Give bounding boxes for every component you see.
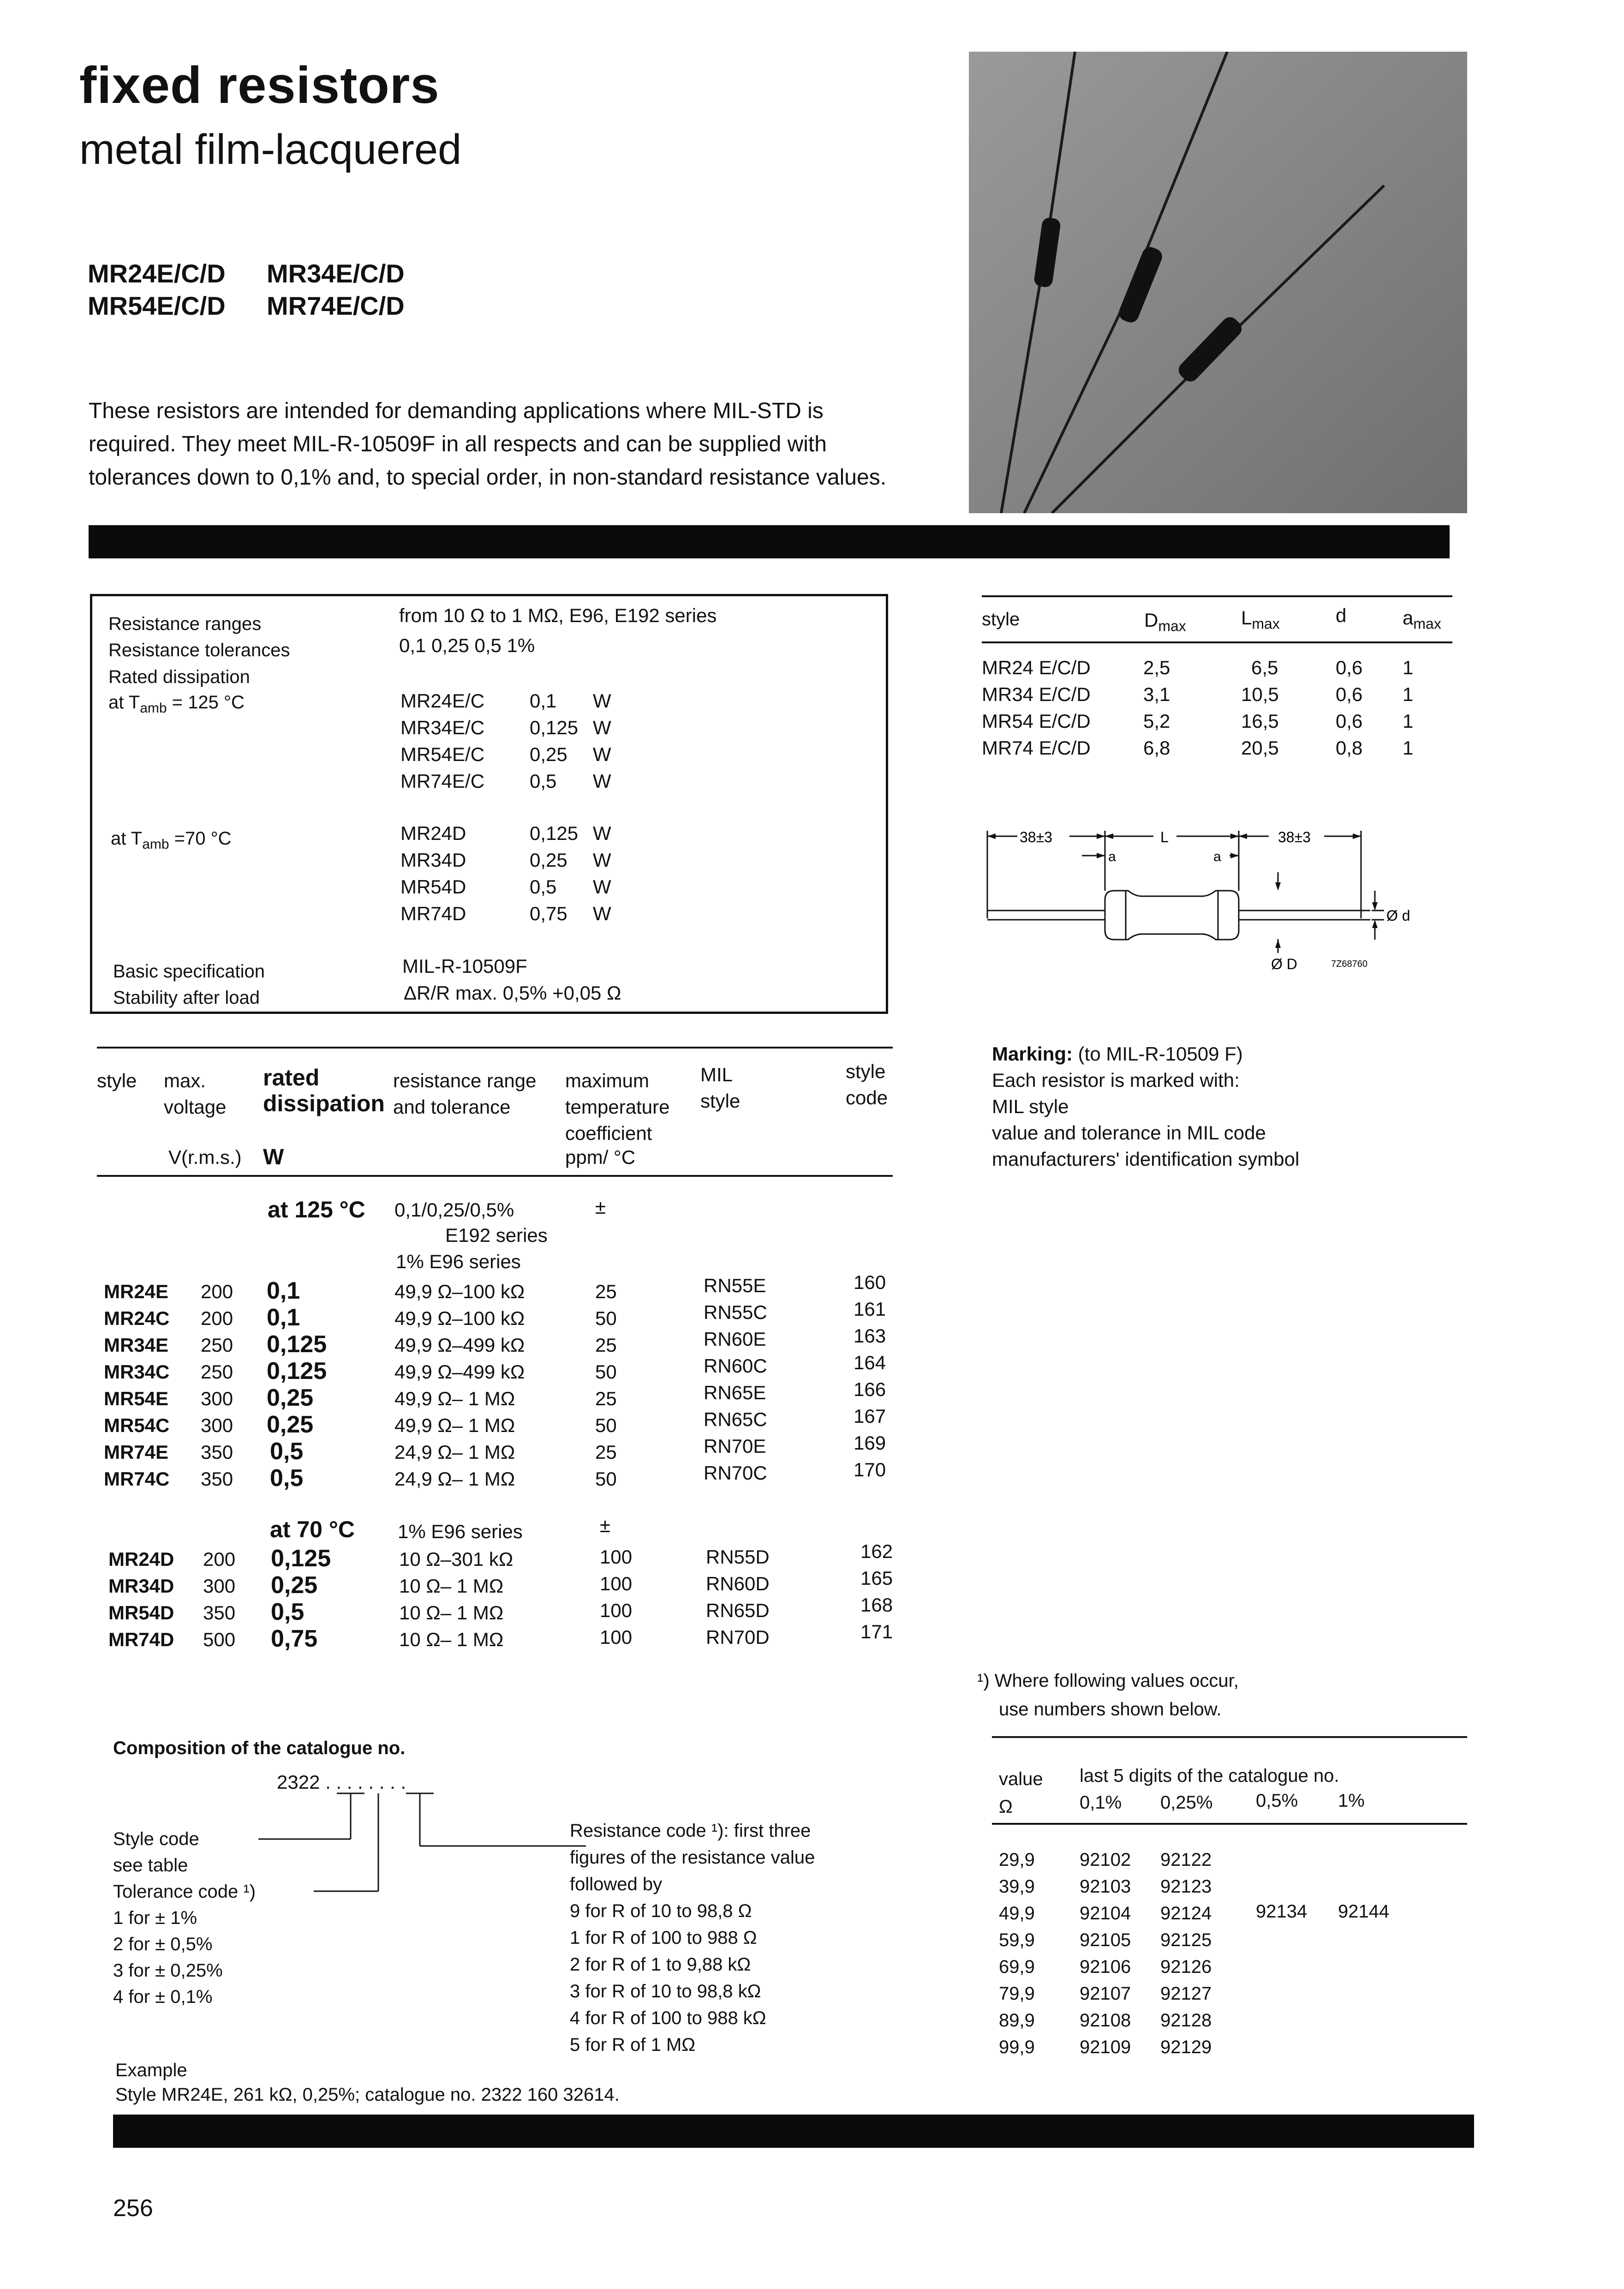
table-cell: 171 xyxy=(860,1621,893,1642)
dim-header-d: d xyxy=(1336,605,1347,626)
example-text: Style MR24E, 261 kΩ, 0,25%; catalogue no. 2322 160 32614. xyxy=(115,2085,620,2105)
fn-cell: 92125 xyxy=(1160,1930,1212,1950)
table-cell: 300 xyxy=(203,1575,236,1597)
fn-cell: 39,9 xyxy=(999,1876,1035,1897)
fn-cell: 29,9 xyxy=(999,1850,1035,1870)
fn-cell: 92108 xyxy=(1080,2010,1131,2031)
table-rule xyxy=(97,1047,893,1049)
table-cell: 350 xyxy=(203,1602,236,1624)
fn-cell: 92109 xyxy=(1080,2037,1131,2057)
comp-res-line: 1 for R of 100 to 988 Ω xyxy=(570,1928,757,1948)
page-subtitle: metal film-lacquered xyxy=(79,126,462,173)
spec-value: 0,1 xyxy=(530,690,557,712)
table-cell: 10 Ω– 1 MΩ xyxy=(399,1575,504,1597)
fn-cell: 92123 xyxy=(1160,1876,1212,1897)
composition-title: Composition of the catalogue no. xyxy=(113,1738,406,1758)
table-cell: 165 xyxy=(860,1567,893,1589)
dim-cell: 1 xyxy=(1403,737,1414,759)
drawing-label: a xyxy=(1213,849,1221,864)
th-voltage: max. xyxy=(164,1070,206,1091)
spec-model: MR24E/C xyxy=(400,690,485,712)
table-cell: 25 xyxy=(595,1388,617,1409)
table-cell: 49,9 Ω–499 kΩ xyxy=(394,1334,525,1356)
th-units-v: V(r.m.s.) xyxy=(168,1146,242,1168)
fn-cell: 92128 xyxy=(1160,2010,1212,2031)
dim-cell: 16,5 xyxy=(1241,710,1279,732)
comp-style-code: Style code xyxy=(113,1829,199,1849)
drawing-reference: 7Z68760 xyxy=(1331,959,1367,969)
fn-cell: 92129 xyxy=(1160,2037,1212,2057)
spec-value: 0,125 xyxy=(530,717,579,738)
th-mil: style xyxy=(700,1090,740,1112)
table-cell: 0,5 xyxy=(271,1599,304,1625)
table-cell: 24,9 Ω– 1 MΩ xyxy=(394,1441,515,1463)
table-cell: 0,25 xyxy=(267,1384,314,1411)
dim-header-L: $L_{max}$ xyxy=(1241,607,1280,632)
table-cell: 50 xyxy=(595,1468,617,1490)
fn-cell: 92126 xyxy=(1160,1957,1212,1977)
fn-cell: 92105 xyxy=(1080,1930,1131,1950)
table-cell: 161 xyxy=(854,1298,886,1320)
spec-unit: W xyxy=(593,903,611,924)
dim-cell: 20,5 xyxy=(1241,737,1279,759)
table-cell: 100 xyxy=(600,1546,633,1568)
dim-cell: 0,6 xyxy=(1336,683,1363,705)
table-cell: 0,5 xyxy=(270,1438,304,1465)
spec-value: 0,125 xyxy=(530,822,579,844)
table-cell: 25 xyxy=(595,1334,617,1356)
table-cell: RN60C xyxy=(704,1355,767,1377)
comp-tol-line: 3 for ± 0,25% xyxy=(113,1960,223,1981)
fn-cell: 92122 xyxy=(1160,1850,1212,1870)
table-cell: RN70D xyxy=(706,1626,770,1648)
marking-line: value and tolerance in MIL code xyxy=(992,1122,1266,1144)
dim-style: MR54 E/C/D xyxy=(982,710,1091,732)
th-tc: maximum xyxy=(565,1070,650,1091)
table-cell: RN70E xyxy=(704,1435,766,1457)
resistor-photo xyxy=(969,52,1467,513)
table-cell: 10 Ω–301 kΩ xyxy=(399,1548,513,1570)
table-cell: 350 xyxy=(201,1441,233,1463)
dim-cell: 1 xyxy=(1403,683,1414,705)
fn-cell: 92107 xyxy=(1080,1983,1131,2004)
table-cell: 0,125 xyxy=(267,1331,327,1358)
drawing-label: L xyxy=(1160,829,1169,845)
model-name: MR24E/C/D xyxy=(88,259,226,288)
dim-style: MR24 E/C/D xyxy=(982,657,1091,678)
fn-cell: 92102 xyxy=(1080,1850,1131,1870)
drawing-label: Ø d xyxy=(1386,907,1410,924)
th-units-w: W xyxy=(263,1145,284,1169)
model-name: MR54E/C/D xyxy=(88,291,226,320)
spec-model: MR34D xyxy=(400,849,466,871)
fn-cell: 92104 xyxy=(1080,1903,1131,1923)
comp-tolerance-code: Tolerance code ¹) xyxy=(113,1882,256,1902)
table-cell: 300 xyxy=(201,1388,233,1409)
table-cell: RN60D xyxy=(706,1573,770,1594)
fn-head-last5: last 5 digits of the catalogue no. xyxy=(1080,1766,1339,1786)
fn-head-value: value xyxy=(999,1769,1043,1789)
comp-resistance-code: Resistance code ¹): first three xyxy=(570,1821,811,1841)
dim-cell: 2,5 xyxy=(1143,657,1170,678)
th-code: style xyxy=(846,1061,886,1082)
table-cell: 0,125 xyxy=(267,1358,327,1384)
table-cell: RN60E xyxy=(704,1328,766,1350)
group-tol: 0,1/0,25/0,5% xyxy=(394,1199,514,1221)
comp-res-line: figures of the resistance value xyxy=(570,1847,815,1868)
spec-unit: W xyxy=(593,690,611,712)
table-row-style: MR74E xyxy=(104,1441,169,1463)
table-cell: 50 xyxy=(595,1361,617,1383)
th-range: and tolerance xyxy=(393,1096,511,1118)
comp-res-line: 5 for R of 1 MΩ xyxy=(570,2035,696,2055)
th-tc: coefficient xyxy=(565,1122,652,1144)
comp-tol-line: 4 for ± 0,1% xyxy=(113,1987,213,2007)
table-cell: 0,25 xyxy=(271,1572,318,1599)
drawing-label: a xyxy=(1108,849,1116,864)
comp-tol-line: 1 for ± 1% xyxy=(113,1908,197,1928)
comp-res-line: 4 for R of 100 to 988 kΩ xyxy=(570,2008,766,2028)
spec-model: MR74E/C xyxy=(400,770,485,792)
table-cell: 49,9 Ω–100 kΩ xyxy=(394,1281,525,1302)
footnote-line: use numbers shown below. xyxy=(999,1699,1222,1720)
spec-label: Basic specification xyxy=(113,961,265,982)
dim-cell: 6,5 xyxy=(1251,657,1278,678)
table-cell: RN55C xyxy=(704,1301,767,1323)
th-code: code xyxy=(846,1087,888,1109)
comp-res-line: followed by xyxy=(570,1874,663,1894)
table-cell: 10 Ω– 1 MΩ xyxy=(399,1602,504,1624)
group-tol: E192 series xyxy=(445,1224,548,1246)
th-tc: temperature xyxy=(565,1096,670,1118)
table-cell: 49,9 Ω– 1 MΩ xyxy=(394,1388,515,1409)
dim-cell: 1 xyxy=(1403,710,1414,732)
table-cell: 170 xyxy=(854,1459,886,1480)
table-cell: 25 xyxy=(595,1441,617,1463)
intro-paragraph: These resistors are intended for demanding applications where MIL-STD is required. They meet MIL-R-10509F in all respects and can be supplied with tolerances down to 0,1% and, to special order, in non-standard resistance values. xyxy=(89,399,887,490)
table-cell: 49,9 Ω– 1 MΩ xyxy=(394,1414,515,1436)
fn-cell: 92106 xyxy=(1080,1957,1131,1977)
spec-value: 0,1 0,25 0,5 1% xyxy=(399,635,535,656)
fn-cell: 92103 xyxy=(1080,1876,1131,1897)
table-rule xyxy=(982,595,1452,597)
spec-unit: W xyxy=(593,717,611,738)
th-style: style xyxy=(97,1070,137,1091)
marking-line: manufacturers' identification symbol xyxy=(992,1148,1300,1170)
spec-unit: W xyxy=(593,876,611,898)
dim-cell: 0,6 xyxy=(1336,710,1363,732)
th-units-tc: ppm/ °C xyxy=(565,1146,636,1168)
spec-unit: W xyxy=(593,770,611,792)
fn-cell: 92127 xyxy=(1160,1983,1212,2004)
table-row-style: MR34C xyxy=(104,1361,170,1383)
spec-value: 0,5 xyxy=(530,876,557,898)
table-cell: 0,125 xyxy=(271,1545,331,1572)
th-voltage: voltage xyxy=(164,1096,227,1118)
table-cell: 162 xyxy=(860,1540,893,1562)
table-row-style: MR54C xyxy=(104,1414,170,1436)
table-rule xyxy=(982,641,1452,643)
spec-value: 0,75 xyxy=(530,903,567,924)
table-cell: 200 xyxy=(201,1281,233,1302)
dim-cell: 5,2 xyxy=(1143,710,1170,732)
plus-minus: ± xyxy=(595,1196,606,1218)
table-cell: RN65D xyxy=(706,1600,770,1621)
spec-unit: W xyxy=(593,849,611,871)
spec-label-tamb125: at $T_{amb} = 125$ °C xyxy=(108,692,245,716)
fn-head-col: 0,25% xyxy=(1160,1792,1213,1813)
spec-value: 0,25 xyxy=(530,743,567,765)
marking-line: MIL style xyxy=(992,1096,1069,1117)
table-row-style: MR74C xyxy=(104,1468,170,1490)
table-cell: 0,1 xyxy=(267,1277,300,1304)
dimension-drawing xyxy=(983,821,1463,978)
table-cell: 49,9 Ω–499 kΩ xyxy=(394,1361,525,1383)
table-cell: 0,1 xyxy=(267,1304,300,1331)
table-cell: 500 xyxy=(203,1629,236,1650)
table-cell: 163 xyxy=(854,1325,886,1347)
table-cell: 100 xyxy=(600,1626,633,1648)
table-row-style: MR74D xyxy=(108,1629,174,1650)
table-row-style: MR24C xyxy=(104,1307,170,1329)
table-cell: 50 xyxy=(595,1414,617,1436)
fn-cell: 59,9 xyxy=(999,1930,1035,1950)
fn-cell: 49,9 xyxy=(999,1903,1035,1923)
spec-label: Resistance tolerances xyxy=(108,640,290,660)
table-cell: RN55E xyxy=(704,1275,766,1296)
table-row-style: MR24E xyxy=(104,1281,169,1302)
fn-cell: 99,9 xyxy=(999,2037,1035,2057)
table-cell: 167 xyxy=(854,1405,886,1427)
spec-label-tamb70: at $T_{amb} =70$ °C xyxy=(111,828,232,852)
table-cell: 24,9 Ω– 1 MΩ xyxy=(394,1468,515,1490)
th-rated: rated xyxy=(263,1065,320,1091)
drawing-label: 38±3 xyxy=(1020,829,1052,845)
spec-unit: W xyxy=(593,743,611,765)
dim-style: MR34 E/C/D xyxy=(982,683,1091,705)
plus-minus: ± xyxy=(600,1515,611,1536)
table-cell: 0,25 xyxy=(267,1411,314,1438)
table-row-style: MR24D xyxy=(108,1548,174,1570)
spec-model: MR24D xyxy=(400,822,466,844)
model-name: MR34E/C/D xyxy=(267,259,405,288)
fn-cell: 92134 xyxy=(1256,1901,1308,1922)
dim-cell: 6,8 xyxy=(1143,737,1170,759)
table-cell: RN65C xyxy=(704,1408,767,1430)
comp-res-line: 3 for R of 10 to 98,8 kΩ xyxy=(570,1981,761,2001)
table-cell: 350 xyxy=(201,1468,233,1490)
fn-head-ohm: Ω xyxy=(999,1797,1013,1817)
fn-head-col: 1% xyxy=(1338,1791,1365,1811)
spec-model: MR54D xyxy=(400,876,466,898)
fn-cell: 89,9 xyxy=(999,2010,1035,2031)
spec-unit: W xyxy=(593,822,611,844)
spec-model: MR74D xyxy=(400,903,466,924)
table-row-style: MR34D xyxy=(108,1575,174,1597)
dim-cell: 10,5 xyxy=(1241,683,1279,705)
fn-head-col: 0,1% xyxy=(1080,1792,1122,1813)
dim-cell: 3,1 xyxy=(1143,683,1170,705)
table-cell: 166 xyxy=(854,1378,886,1400)
group-label-70: at 70 °C xyxy=(270,1516,355,1542)
dim-cell: 1 xyxy=(1403,657,1414,678)
catalogue-number: 2322 . . . . . . . . xyxy=(277,1771,406,1793)
group-tol: 1% E96 series xyxy=(398,1521,523,1542)
table-cell: RN55D xyxy=(706,1546,770,1568)
table-rule xyxy=(992,1823,1467,1825)
spec-model: MR54E/C xyxy=(400,743,485,765)
fn-cell: 79,9 xyxy=(999,1983,1035,2004)
dim-header-style: style xyxy=(982,609,1020,629)
table-cell: RN65E xyxy=(704,1382,766,1403)
spec-value: 0,5 xyxy=(530,770,557,792)
table-cell: 160 xyxy=(854,1271,886,1293)
page-number: 256 xyxy=(113,2195,153,2222)
drawing-label: Ø D xyxy=(1271,956,1297,972)
table-cell: 25 xyxy=(595,1281,617,1302)
footnote-line: ¹) Where following values occur, xyxy=(977,1671,1239,1691)
table-cell: 100 xyxy=(600,1573,633,1594)
comp-res-line: 2 for R of 1 to 9,88 kΩ xyxy=(570,1954,751,1975)
comp-tol-line: 2 for ± 0,5% xyxy=(113,1934,213,1954)
table-cell: 10 Ω– 1 MΩ xyxy=(399,1629,504,1650)
example-label: Example xyxy=(115,2060,187,2080)
comp-res-line: 9 for R of 10 to 98,8 Ω xyxy=(570,1901,752,1921)
spec-value: MIL-R-10509F xyxy=(402,955,527,977)
table-cell: 250 xyxy=(201,1334,233,1356)
table-rule xyxy=(992,1736,1467,1738)
dim-style: MR74 E/C/D xyxy=(982,737,1091,759)
dim-cell: 0,8 xyxy=(1336,737,1363,759)
table-row-style: MR54E xyxy=(104,1388,169,1409)
fn-cell: 92124 xyxy=(1160,1903,1212,1923)
table-rule xyxy=(97,1175,893,1177)
table-cell: 200 xyxy=(201,1307,233,1329)
th-mil: MIL xyxy=(700,1064,733,1085)
table-cell: 49,9 Ω–100 kΩ xyxy=(394,1307,525,1329)
group-tol: 1% E96 series xyxy=(396,1251,521,1272)
spec-label: Stability after load xyxy=(113,988,260,1008)
spec-label: Rated dissipation xyxy=(108,667,250,687)
table-cell: 0,75 xyxy=(271,1625,318,1652)
spec-value: 0,25 xyxy=(530,849,567,871)
spec-model: MR34E/C xyxy=(400,717,485,738)
dim-header-a: $a_{max}$ xyxy=(1403,607,1441,632)
table-cell: 168 xyxy=(860,1594,893,1616)
fn-cell: 69,9 xyxy=(999,1957,1035,1977)
model-name: MR74E/C/D xyxy=(267,291,405,320)
fn-head-col: 0,5% xyxy=(1256,1791,1298,1811)
group-label-125: at 125 °C xyxy=(268,1197,365,1222)
comp-see-table: see table xyxy=(113,1855,188,1876)
spec-label: Resistance ranges xyxy=(108,614,262,634)
table-cell: RN70C xyxy=(704,1462,767,1484)
th-range: resistance range xyxy=(393,1070,537,1091)
table-cell: 169 xyxy=(854,1432,886,1454)
spec-value: ΔR/R max. 0,5% +0,05 Ω xyxy=(404,982,621,1004)
th-rated: dissipation xyxy=(263,1091,385,1116)
spec-value: from 10 Ω to 1 MΩ, E96, E192 series xyxy=(399,605,717,626)
table-cell: 0,5 xyxy=(270,1465,304,1492)
divider-bar xyxy=(89,525,1450,558)
fn-cell: 92144 xyxy=(1338,1901,1390,1922)
dim-cell: 0,6 xyxy=(1336,657,1363,678)
divider-bar xyxy=(113,2115,1474,2148)
dim-header-D: $D_{max}$ xyxy=(1144,609,1186,635)
marking-title: Marking: (to MIL-R-10509 F) xyxy=(992,1043,1243,1065)
table-cell: 300 xyxy=(201,1414,233,1436)
page-title: fixed resistors xyxy=(79,56,440,114)
table-row-style: MR34E xyxy=(104,1334,169,1356)
table-cell: 200 xyxy=(203,1548,236,1570)
marking-line: Each resistor is marked with: xyxy=(992,1069,1240,1091)
table-cell: 50 xyxy=(595,1307,617,1329)
table-cell: 100 xyxy=(600,1600,633,1621)
table-cell: 164 xyxy=(854,1352,886,1373)
drawing-label: 38±3 xyxy=(1278,829,1311,845)
table-row-style: MR54D xyxy=(108,1602,174,1624)
table-cell: 250 xyxy=(201,1361,233,1383)
